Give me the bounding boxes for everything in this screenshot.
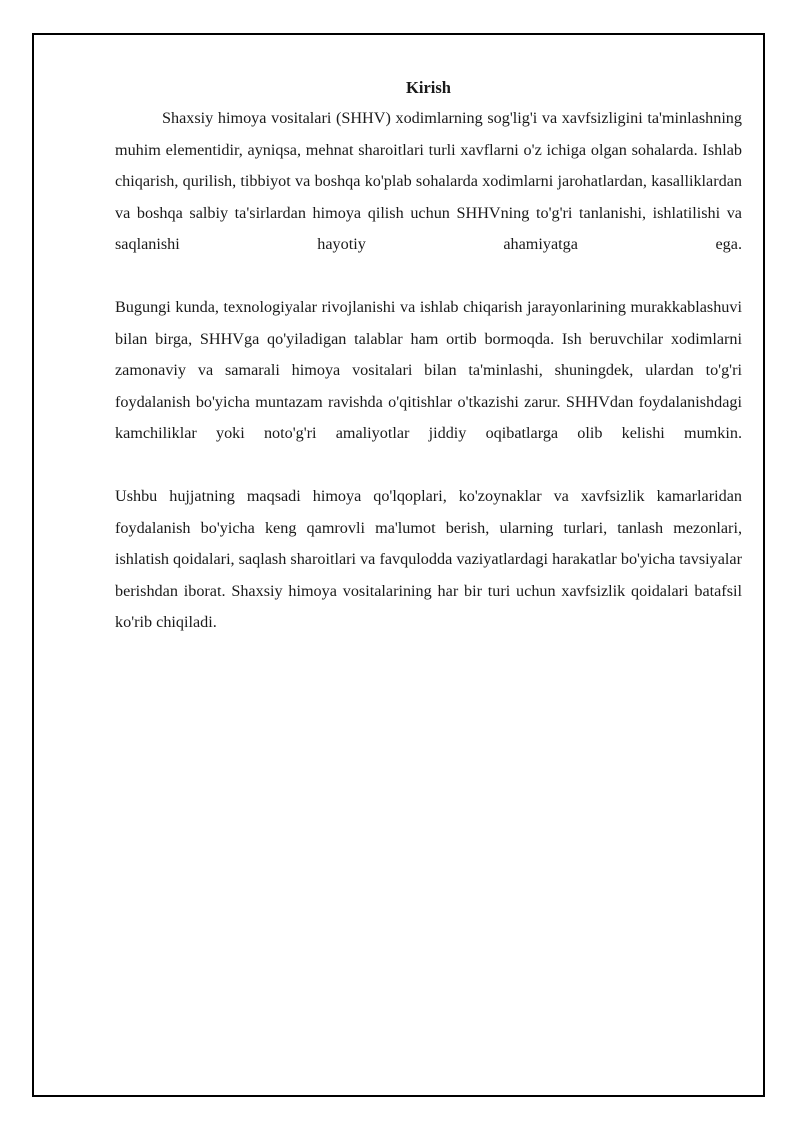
section-heading: Kirish: [406, 78, 451, 97]
paragraph-context: Bugungi kunda, texnologiyalar rivojlanishi va ishlab chiqarish jarayonlarining murakkablashuvi bilan birga, SHHVga qo'yiladigan talablar ham ortib bormoqda. Ish beruvchilar xodimlarni zamonaviy va samarali himoya vositalari bilan ta'minlashi, shuningdek, ulardan to'g'ri foydalanish bo'yicha muntazam ravishda o'qitishlar o'tkazishi zarur. SHHVdan foydalanishdagi kamchiliklar yoki noto'g'ri amaliyotlar jiddiy oqibatlarga olib kelishi mumkin.: [115, 298, 742, 442]
document-body: [115, 72, 742, 639]
paragraph-purpose: Ushbu hujjatning maqsadi himoya qo'lqoplari, ko'zoynaklar va xavfsizlik kamarlaridan foydalanish bo'yicha keng qamrovli ma'lumot berish, ularning turlari, tanlash mezonlari, ishlatish qoidalari, saqlash sharoitlari va favqulodda vaziyatlardagi harakatlar bo'yicha tavsiyalar berishdan iborat. Shaxsiy himoya vositalarining har bir turi uchun xavfsizlik qoidalari batafsil ko'rib chiqiladi.: [115, 487, 742, 631]
paragraph-intro: Shaxsiy himoya vositalari (SHHV) xodimlarning sog'lig'i va xavfsizligini ta'minlashning muhim elementidir, ayniqsa, mehnat sharoitlari turli xavflarni o'z ichiga olgan sohalarda. Ishlab chiqarish, qurilish, tibbiyot va boshqa ko'plab sohalarda xodimlarni jarohatlardan, kasalliklardan va boshqa salbiy ta'sirlardan himoya qilish uchun SHHVning to'g'ri tanlanishi, ishlatilishi va saqlanishi hayotiy ahamiyatga ega.: [115, 109, 742, 253]
paragraph-spacer: [115, 450, 742, 482]
paragraph-spacer: [115, 261, 742, 293]
